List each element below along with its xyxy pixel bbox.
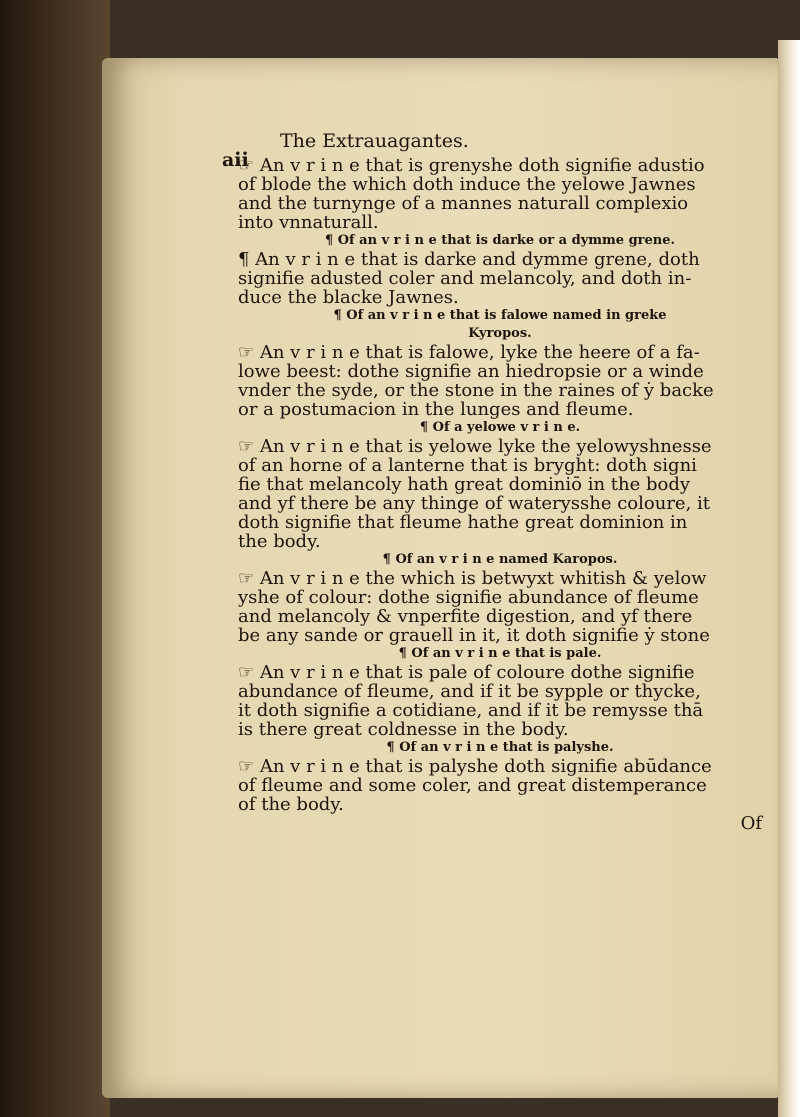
text-line: ☞ An v r i n e that is falowe, lyke the heere of a fa- <box>238 342 700 363</box>
section-heading: ¶ Of an v r i n e that is pale. <box>398 646 602 661</box>
text-line: is there great coldnesse in the body. <box>238 719 569 740</box>
text-line: of the body. <box>238 794 344 815</box>
text-line: abundance of fleume, and if it be sypple or thycke, <box>238 681 701 702</box>
text-line: of an horne of a lanterne that is bryght: doth signi <box>238 455 697 476</box>
book-spine-shadow <box>0 0 110 1117</box>
text-line: of fleume and some coler, and great distemperance <box>238 775 707 796</box>
text-line: and the turnynge of a mannes naturall complexio <box>238 193 689 214</box>
text-line: and yf there be any thinge of waterysshe coloure, it <box>238 493 711 514</box>
section-heading: ¶ Of a yelowe v r i n e. <box>419 420 581 435</box>
text-line: ¶ An v r i n e that is darke and dymme grene, doth <box>238 249 700 270</box>
section-heading: ¶ Of an v r i n e that is falowe named in greke <box>333 308 667 323</box>
text-line: signifie adusted coler and melancoly, and doth in- <box>238 268 692 289</box>
catchword: Of <box>740 813 762 834</box>
section-heading: Kyropos. <box>468 326 532 341</box>
page-fore-edge <box>778 40 800 1117</box>
section-heading: ¶ Of an v r i n e that is palyshe. <box>386 740 614 755</box>
section-heading: ¶ Of an v r i n e that is darke or a dymme grene. <box>324 233 676 248</box>
text-line: doth signifie that fleume hathe great dominion in <box>238 512 688 533</box>
text-line: of blode the which doth induce the yelowe Jawnes <box>238 174 696 195</box>
section-heading: ¶ Of an v r i n e named Karopos. <box>382 552 618 567</box>
text-line: the body. <box>238 531 321 552</box>
text-line: ☞ An v r i n e that is palyshe doth signifie abūdance <box>238 756 712 777</box>
text-line: ☞ An v r i n e the which is betwyxt whitish & yelow <box>238 568 707 589</box>
text-line: ☞ An v r i n e that is yelowe lyke the yelowyshnesse <box>238 436 712 457</box>
text-line: or a postumacion in the lunges and fleume. <box>238 399 634 420</box>
text-line: ☞ An v r i n e that is pale of coloure dothe signifie <box>238 662 695 683</box>
text-line: lowe beest: dothe signifie an hiedropsie or a winde <box>238 361 704 382</box>
text-line: and melancoly & vnperfite digestion, and yf there <box>238 606 693 627</box>
signature-mark: aii <box>222 149 249 171</box>
text-line: duce the blacke Jawnes. <box>238 287 459 308</box>
text-line: yshe of colour: dothe signifie abundance of fleume <box>238 587 699 608</box>
text-line: vnder the syde, or the stone in the raines of ẏ backe <box>238 380 714 401</box>
text-block <box>238 156 762 833</box>
running-header: The Extrauagantes. <box>280 130 469 152</box>
text-line: it doth signifie a cotidiane, and if it be remysse thā <box>238 700 704 721</box>
text-line: fie that melancoly hath great dominiō in the body <box>238 474 691 495</box>
text-line: be any sande or grauell in it, it doth signifie ẏ stone <box>238 625 710 646</box>
text-line: into vnnaturall. <box>238 212 379 233</box>
text-line: ☞ An v r i n e that is grenyshe doth signifie adustio <box>238 155 705 176</box>
